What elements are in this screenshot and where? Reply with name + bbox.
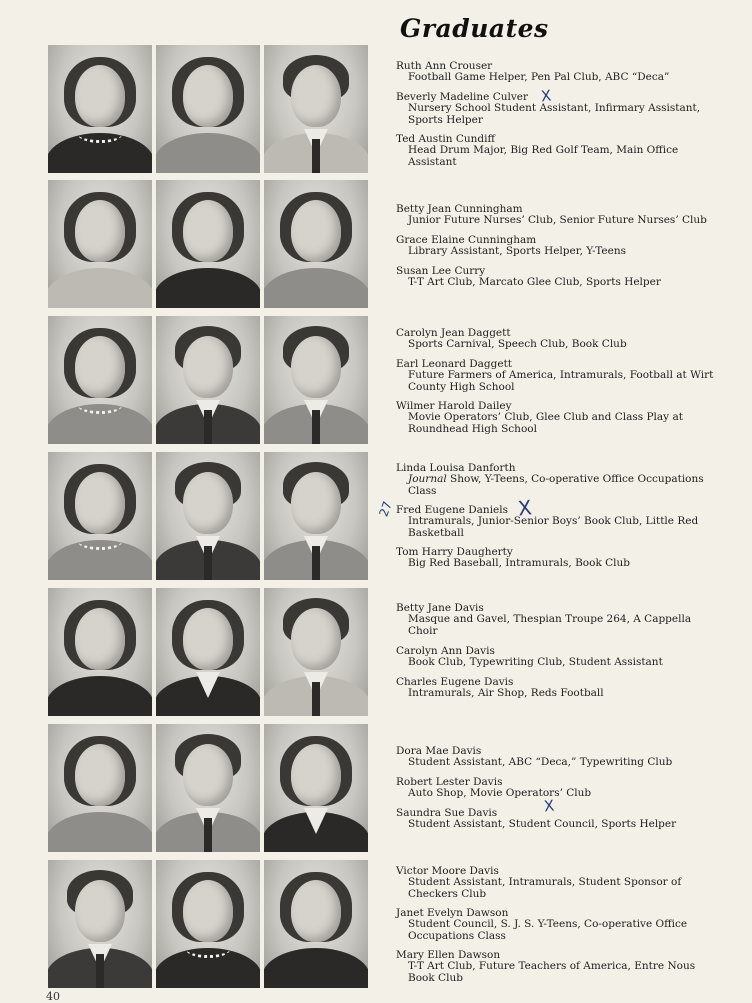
graduate-activities: Intramurals, Junior-Senior Boys’ Book Club, Little Red Basketball [408, 515, 699, 539]
graduate-entry [396, 907, 714, 942]
portrait-photo [48, 724, 152, 852]
portrait-photo [48, 588, 152, 716]
graduate-entry [396, 327, 714, 351]
ink-x-mark: X [540, 86, 553, 106]
graduate-entry [396, 133, 714, 168]
portrait-photo [264, 45, 368, 173]
graduate-activities: Student Assistant, Student Council, Sports Helper [408, 818, 677, 830]
graduate-entry [396, 234, 714, 258]
graduate-activities: Masque and Gavel, Thespian Troupe 264, A Cappella Choir [408, 613, 692, 637]
graduate-activities: Future Farmers of America, Intramurals, Football at Wirt County High School [408, 369, 714, 393]
graduate-activities: Nursery School Student Assistant, Infirmary Assistant, Sports Helper [408, 102, 701, 126]
portrait-photo [48, 45, 152, 173]
graduate-name: Susan Lee Curry [396, 265, 486, 277]
graduate-entry [396, 504, 714, 539]
graduate-name: Grace Elaine Cunningham [396, 234, 537, 246]
portrait-photo [156, 180, 260, 308]
graduate-entry [396, 91, 714, 126]
portrait-photo [156, 45, 260, 173]
graduate-activities: Book Club, Typewriting Club, Student Assistant [408, 656, 663, 668]
portrait-photo [156, 860, 260, 988]
graduate-activities: Intramurals, Air Shop, Reds Football [408, 687, 604, 699]
graduate-entry [396, 676, 714, 700]
graduate-entry [396, 358, 714, 393]
graduate-name: Dora Mae Davis [396, 745, 482, 757]
graduate-name: Beverly Madeline Culver [396, 91, 529, 103]
graduate-name: Mary Ellen Dawson [396, 949, 501, 961]
graduate-activities: Football Game Helper, Pen Pal Club, ABC “Deca” [408, 71, 670, 83]
ink-x-mark: X [543, 796, 556, 816]
publication-title: Journal [408, 473, 447, 485]
graduate-name: Janet Evelyn Dawson [396, 907, 509, 919]
graduate-name: Carolyn Jean Daggett [396, 327, 511, 339]
graduate-name: Carolyn Ann Davis [396, 645, 495, 657]
graduate-entry [396, 400, 714, 435]
graduate-name: Wilmer Harold Dailey [396, 400, 512, 412]
graduate-name: Tom Harry Daugherty [396, 546, 513, 558]
ink-x-mark: X [516, 495, 533, 521]
graduate-activities: T-T Art Club, Marcato Glee Club, Sports Helper [408, 276, 661, 288]
graduate-name: Linda Louisa Danforth [396, 462, 516, 474]
graduate-activities: Junior Future Nurses’ Club, Senior Future Nurses’ Club [408, 214, 707, 226]
portrait-photo [264, 180, 368, 308]
page-number: 40 [46, 990, 60, 1003]
graduate-name: Betty Jane Davis [396, 602, 484, 614]
portrait-photo [264, 860, 368, 988]
graduate-activities: Head Drum Major, Big Red Golf Team, Main Office Assistant [408, 144, 679, 168]
portrait-photo [156, 588, 260, 716]
graduate-name: Victor Moore Davis [396, 865, 499, 877]
graduate-entry [396, 602, 714, 637]
graduate-entry [396, 949, 714, 984]
graduate-entry [396, 807, 714, 831]
portrait-photo [48, 860, 152, 988]
graduate-activities: Student Assistant, Intramurals, Student Sponsor of Checkers Club [408, 876, 682, 900]
graduate-entry [396, 745, 714, 769]
graduate-name: Ruth Ann Crouser [396, 60, 493, 72]
graduate-entry [396, 865, 714, 900]
graduate-name: Earl Leonard Daggett [396, 358, 513, 370]
graduate-activities: Movie Operators’ Club, Glee Club and Class Play at Roundhead High School [408, 411, 683, 435]
graduate-activities: Library Assistant, Sports Helper, Y-Teens [408, 245, 626, 257]
graduate-name: Betty Jean Cunningham [396, 203, 523, 215]
graduate-activities: T-T Art Club, Future Teachers of America, Entre Nous Book Club [408, 960, 696, 984]
graduate-entry [396, 203, 714, 227]
graduate-name: Charles Eugene Davis [396, 676, 514, 688]
graduate-entry [396, 462, 714, 497]
portrait-photo [264, 588, 368, 716]
graduate-name: Saundra Sue Davis [396, 807, 498, 819]
portrait-photo [156, 316, 260, 444]
graduate-activities: Journal Show, Y-Teens, Co-operative Office Occupations Class [408, 473, 704, 497]
graduate-name: Ted Austin Cundiff [396, 133, 495, 145]
graduate-entry [396, 645, 714, 669]
portrait-photo [48, 316, 152, 444]
graduate-activities: Student Council, S. J. S. Y-Teens, Co-operative Office Occupations Class [408, 918, 688, 942]
graduate-entry [396, 265, 714, 289]
graduate-activities: Student Assistant, ABC “Deca,” Typewriting Club [408, 756, 673, 768]
graduate-entry [396, 546, 714, 570]
graduate-activities: Big Red Baseball, Intramurals, Book Club [408, 557, 631, 569]
portrait-photo [264, 316, 368, 444]
graduate-entry [396, 776, 714, 800]
graduate-entry [396, 60, 714, 84]
graduate-activities: Sports Carnival, Speech Club, Book Club [408, 338, 627, 350]
page-heading: Graduates [400, 14, 549, 43]
ink-handwritten-number: 27 [376, 499, 395, 519]
portrait-photo [48, 452, 152, 580]
graduate-name: Robert Lester Davis [396, 776, 503, 788]
portrait-photo [156, 452, 260, 580]
portrait-photo [156, 724, 260, 852]
portrait-photo [48, 180, 152, 308]
graduate-name: Fred Eugene Daniels [396, 504, 509, 516]
portrait-photo [264, 452, 368, 580]
graduate-activities: Auto Shop, Movie Operators’ Club [408, 787, 592, 799]
portrait-photo [264, 724, 368, 852]
